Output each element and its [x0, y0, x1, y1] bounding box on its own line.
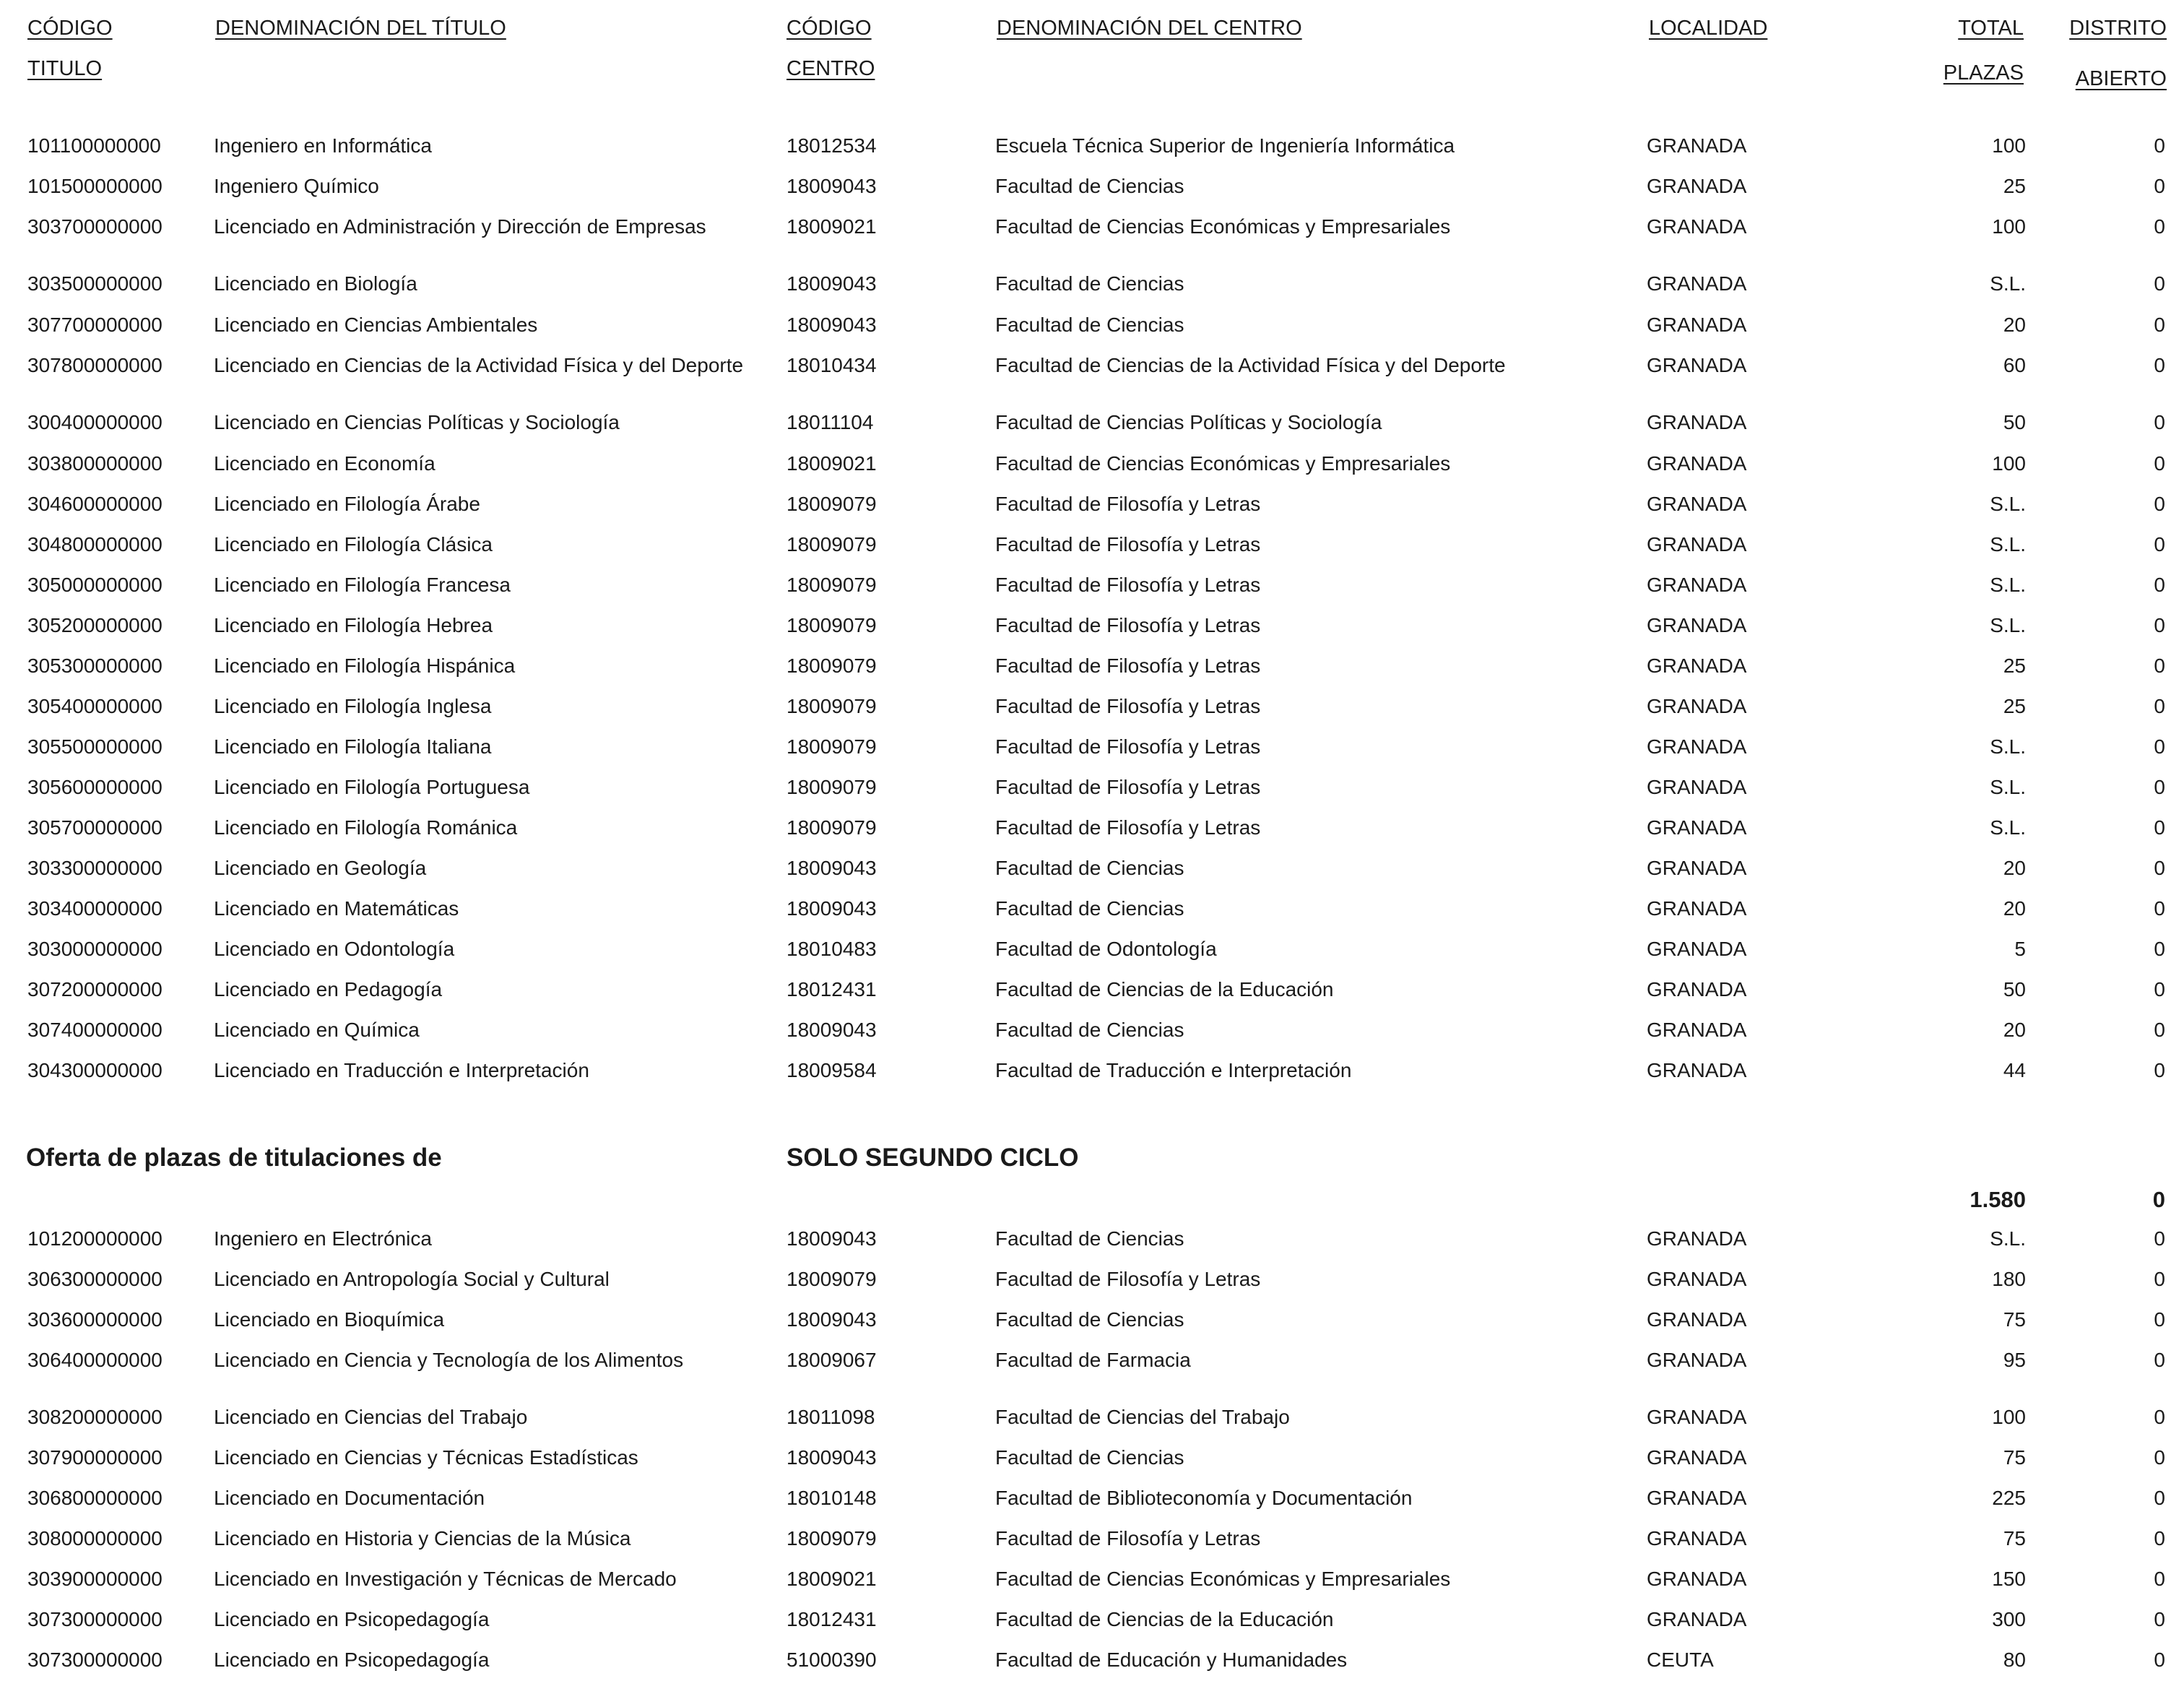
codigo-titulo-cell: 308000000000: [27, 1527, 162, 1550]
codigo-centro-cell: 18011098: [786, 1406, 875, 1428]
table-row: [0, 408, 2184, 437]
denominacion-titulo-cell: Licenciado en Ciencias Políticas y Sociología: [214, 411, 620, 433]
codigo-titulo-cell: 307200000000: [27, 978, 162, 1001]
denominacion-centro-cell: Facultad de Ciencias: [995, 272, 1184, 295]
distrito-abierto-cell: 0: [2154, 1349, 2165, 1371]
table-row: [0, 652, 2184, 680]
localidad-cell: GRANADA: [1647, 452, 1747, 475]
localidad-cell: GRANADA: [1647, 574, 1747, 596]
codigo-centro-cell: 18009043: [786, 1308, 877, 1331]
total-plazas-cell: S.L.: [1990, 816, 2026, 839]
total-plazas-cell: 150: [1992, 1568, 2026, 1590]
codigo-centro-cell: 18009079: [786, 816, 877, 839]
section-title-left: Oferta de plazas de titulaciones de: [26, 1144, 442, 1172]
denominacion-titulo-cell: Licenciado en Filología Hispánica: [214, 654, 516, 677]
localidad-cell: GRANADA: [1647, 1608, 1747, 1630]
codigo-centro-cell: 18009043: [786, 897, 877, 920]
distrito-abierto-cell: 0: [2154, 816, 2165, 839]
denominacion-titulo-cell: Licenciado en Ciencias de la Actividad Física y del Deporte: [214, 354, 744, 376]
table-row: [0, 490, 2184, 519]
distrito-abierto-cell: 0: [2154, 134, 2165, 157]
denominacion-titulo-cell: Licenciado en Odontología: [214, 938, 455, 960]
denominacion-titulo-cell: Licenciado en Filología Inglesa: [214, 695, 492, 717]
denominacion-titulo-cell: Licenciado en Filología Portuguesa: [214, 776, 530, 798]
codigo-titulo-cell: 308200000000: [27, 1406, 162, 1428]
total-plazas-cell: S.L.: [1990, 574, 2026, 596]
table-row: [0, 212, 2184, 241]
denominacion-centro-cell: Facultad de Ciencias de la Educación: [995, 1608, 1334, 1630]
total-plazas-cell: 75: [2003, 1308, 2026, 1331]
header-codigo-centro-line1: CÓDIGO: [786, 17, 872, 40]
denominacion-titulo-cell: Licenciado en Bioquímica: [214, 1308, 445, 1331]
codigo-titulo-cell: 307900000000: [27, 1446, 162, 1469]
codigo-centro-cell: 18011104: [786, 411, 874, 433]
denominacion-titulo-cell: Licenciado en Geología: [214, 857, 427, 879]
codigo-titulo-cell: 304300000000: [27, 1059, 162, 1081]
total-plazas-cell: 50: [2003, 978, 2026, 1001]
codigo-titulo-cell: 307300000000: [27, 1648, 162, 1671]
denominacion-centro-cell: Facultad de Farmacia: [995, 1349, 1191, 1371]
table-row: [0, 611, 2184, 640]
distrito-abierto-cell: 0: [2154, 654, 2165, 677]
denominacion-titulo-cell: Ingeniero Químico: [214, 175, 379, 197]
denominacion-centro-cell: Facultad de Ciencias del Trabajo: [995, 1406, 1290, 1428]
table-row: [0, 733, 2184, 761]
denominacion-centro-cell: Facultad de Ciencias: [995, 1227, 1184, 1250]
localidad-cell: GRANADA: [1647, 533, 1747, 556]
denominacion-titulo-cell: Licenciado en Química: [214, 1019, 420, 1041]
total-plazas-cell: 20: [2003, 1019, 2026, 1041]
denominacion-centro-cell: Facultad de Ciencias Políticas y Sociología: [995, 411, 1382, 433]
total-plazas-cell: 5: [2014, 938, 2026, 960]
table-row: [0, 1484, 2184, 1513]
denominacion-centro-cell: Facultad de Ciencias: [995, 1019, 1184, 1041]
codigo-titulo-cell: 303500000000: [27, 272, 162, 295]
codigo-centro-cell: 18009021: [786, 215, 877, 238]
denominacion-titulo-cell: Licenciado en Filología Clásica: [214, 533, 493, 556]
codigo-centro-cell: 18009067: [786, 1349, 877, 1371]
denominacion-centro-cell: Facultad de Filosofía y Letras: [995, 654, 1261, 677]
denominacion-centro-cell: Facultad de Ciencias: [995, 857, 1184, 879]
table-row: [0, 351, 2184, 380]
distrito-abierto-cell: 0: [2154, 614, 2165, 636]
codigo-centro-cell: 18009079: [786, 776, 877, 798]
distrito-abierto-cell: 0: [2154, 1446, 2165, 1469]
distrito-abierto-cell: 0: [2154, 1568, 2165, 1590]
table-row: [0, 1565, 2184, 1594]
header-codigo-titulo-line1: CÓDIGO: [27, 17, 113, 40]
table-row: [0, 571, 2184, 600]
header-total-line1: TOTAL: [1958, 17, 2024, 40]
header-distrito-line1: DISTRITO: [2069, 17, 2167, 40]
localidad-cell: CEUTA: [1647, 1648, 1714, 1671]
localidad-cell: GRANADA: [1647, 1487, 1747, 1509]
codigo-centro-cell: 18009043: [786, 857, 877, 879]
denominacion-titulo-cell: Licenciado en Ciencias Ambientales: [214, 314, 538, 336]
denominacion-titulo-cell: Licenciado en Ciencia y Tecnología de los Alimentos: [214, 1349, 684, 1371]
total-plazas-cell: 100: [1992, 1406, 2026, 1428]
localidad-cell: GRANADA: [1647, 1406, 1747, 1428]
denominacion-centro-cell: Facultad de Ciencias Económicas y Empresariales: [995, 452, 1451, 475]
table-row: [0, 1224, 2184, 1253]
header-denominacion-centro: DENOMINACIÓN DEL CENTRO: [997, 17, 1302, 40]
localidad-cell: GRANADA: [1647, 272, 1747, 295]
codigo-titulo-cell: 303400000000: [27, 897, 162, 920]
distrito-abierto-cell: 0: [2154, 1648, 2165, 1671]
denominacion-titulo-cell: Ingeniero en Informática: [214, 134, 432, 157]
codigo-centro-cell: 18009043: [786, 1446, 877, 1469]
codigo-titulo-cell: 303300000000: [27, 857, 162, 879]
total-distrito: 0: [2152, 1187, 2165, 1212]
codigo-titulo-cell: 303700000000: [27, 215, 162, 238]
distrito-abierto-cell: 0: [2154, 574, 2165, 596]
localidad-cell: GRANADA: [1647, 857, 1747, 879]
distrito-abierto-cell: 0: [2154, 533, 2165, 556]
header-abierto-line2: ABIERTO: [2075, 67, 2167, 90]
codigo-titulo-cell: 307300000000: [27, 1608, 162, 1630]
denominacion-centro-cell: Facultad de Filosofía y Letras: [995, 533, 1261, 556]
denominacion-centro-cell: Facultad de Ciencias Económicas y Empresariales: [995, 215, 1451, 238]
denominacion-centro-cell: Facultad de Filosofía y Letras: [995, 493, 1261, 515]
denominacion-centro-cell: Facultad de Filosofía y Letras: [995, 1527, 1261, 1550]
codigo-titulo-cell: 307700000000: [27, 314, 162, 336]
codigo-centro-cell: 18012431: [786, 978, 877, 1001]
localidad-cell: GRANADA: [1647, 1268, 1747, 1290]
total-plazas-cell: 25: [2003, 695, 2026, 717]
total-plazas-cell: S.L.: [1990, 533, 2026, 556]
codigo-centro-cell: 18009079: [786, 654, 877, 677]
localidad-cell: GRANADA: [1647, 776, 1747, 798]
distrito-abierto-cell: 0: [2154, 1527, 2165, 1550]
distrito-abierto-cell: 0: [2154, 354, 2165, 376]
codigo-centro-cell: 18009079: [786, 735, 877, 758]
table-row: [0, 269, 2184, 298]
total-plazas-cell: 180: [1992, 1268, 2026, 1290]
codigo-centro-cell: 18010148: [786, 1487, 877, 1509]
codigo-titulo-cell: 101500000000: [27, 175, 162, 197]
table-row: [0, 1346, 2184, 1375]
codigo-titulo-cell: 303600000000: [27, 1308, 162, 1331]
denominacion-centro-cell: Facultad de Ciencias: [995, 1446, 1184, 1469]
denominacion-titulo-cell: Licenciado en Ciencias y Técnicas Estadísticas: [214, 1446, 638, 1469]
header-codigo-titulo-line2: TITULO: [27, 57, 103, 80]
denominacion-titulo-cell: Licenciado en Filología Románica: [214, 816, 518, 839]
total-plazas-cell: 95: [2003, 1349, 2026, 1371]
denominacion-titulo-cell: Licenciado en Investigación y Técnicas de Mercado: [214, 1568, 677, 1590]
table-row: [0, 1524, 2184, 1553]
codigo-titulo-cell: 305500000000: [27, 735, 162, 758]
codigo-centro-cell: 18009021: [786, 1568, 877, 1590]
table-row: [0, 1646, 2184, 1674]
distrito-abierto-cell: 0: [2154, 452, 2165, 475]
localidad-cell: GRANADA: [1647, 1308, 1747, 1331]
codigo-centro-cell: 18012534: [786, 134, 877, 157]
denominacion-titulo-cell: Licenciado en Psicopedagogía: [214, 1608, 490, 1630]
total-plazas-cell: S.L.: [1990, 776, 2026, 798]
table-row: [0, 854, 2184, 883]
distrito-abierto-cell: 0: [2154, 1406, 2165, 1428]
localidad-cell: GRANADA: [1647, 1349, 1747, 1371]
denominacion-centro-cell: Facultad de Ciencias de la Actividad Física y del Deporte: [995, 354, 1506, 376]
denominacion-centro-cell: Facultad de Ciencias: [995, 314, 1184, 336]
denominacion-centro-cell: Escuela Técnica Superior de Ingeniería Informática: [995, 134, 1455, 157]
localidad-cell: GRANADA: [1647, 654, 1747, 677]
localidad-cell: GRANADA: [1647, 493, 1747, 515]
codigo-titulo-cell: 307400000000: [27, 1019, 162, 1041]
codigo-titulo-cell: 304600000000: [27, 493, 162, 515]
denominacion-centro-cell: Facultad de Odontología: [995, 938, 1217, 960]
codigo-titulo-cell: 303800000000: [27, 452, 162, 475]
localidad-cell: GRANADA: [1647, 978, 1747, 1001]
denominacion-centro-cell: Facultad de Filosofía y Letras: [995, 695, 1261, 717]
table-row: [0, 935, 2184, 964]
codigo-titulo-cell: 305300000000: [27, 654, 162, 677]
total-plazas-cell: 75: [2003, 1527, 2026, 1550]
header-denominacion-titulo: DENOMINACIÓN DEL TÍTULO: [215, 17, 506, 40]
localidad-cell: GRANADA: [1647, 1568, 1747, 1590]
denominacion-centro-cell: Facultad de Filosofía y Letras: [995, 574, 1261, 596]
codigo-centro-cell: 18009043: [786, 1227, 877, 1250]
codigo-titulo-cell: 306300000000: [27, 1268, 162, 1290]
distrito-abierto-cell: 0: [2154, 1019, 2165, 1041]
localidad-cell: GRANADA: [1647, 175, 1747, 197]
table-row: [0, 172, 2184, 201]
section-title-right: SOLO SEGUNDO CICLO: [786, 1144, 1079, 1172]
codigo-titulo-cell: 307800000000: [27, 354, 162, 376]
distrito-abierto-cell: 0: [2154, 897, 2165, 920]
denominacion-centro-cell: Facultad de Filosofía y Letras: [995, 614, 1261, 636]
distrito-abierto-cell: 0: [2154, 411, 2165, 433]
codigo-titulo-cell: 300400000000: [27, 411, 162, 433]
header-localidad: LOCALIDAD: [1649, 17, 1768, 40]
codigo-centro-cell: 18009043: [786, 175, 877, 197]
denominacion-titulo-cell: Licenciado en Historia y Ciencias de la Música: [214, 1527, 631, 1550]
denominacion-centro-cell: Facultad de Biblioteconomía y Documentación: [995, 1487, 1413, 1509]
total-plazas-cell: 75: [2003, 1446, 2026, 1469]
denominacion-centro-cell: Facultad de Educación y Humanidades: [995, 1648, 1348, 1671]
table-row: [0, 1056, 2184, 1085]
denominacion-centro-cell: Facultad de Ciencias: [995, 1308, 1184, 1331]
localidad-cell: GRANADA: [1647, 816, 1747, 839]
table-row: [0, 311, 2184, 340]
distrito-abierto-cell: 0: [2154, 175, 2165, 197]
distrito-abierto-cell: 0: [2154, 1308, 2165, 1331]
denominacion-centro-cell: Facultad de Filosofía y Letras: [995, 1268, 1261, 1290]
denominacion-titulo-cell: Ingeniero en Electrónica: [214, 1227, 432, 1250]
localidad-cell: GRANADA: [1647, 354, 1747, 376]
codigo-centro-cell: 18009079: [786, 493, 877, 515]
localidad-cell: GRANADA: [1647, 215, 1747, 238]
localidad-cell: GRANADA: [1647, 695, 1747, 717]
codigo-centro-cell: 18009079: [786, 614, 877, 636]
total-plazas-cell: 80: [2003, 1648, 2026, 1671]
total-plazas-cell: S.L.: [1990, 735, 2026, 758]
total-plazas-cell: 20: [2003, 314, 2026, 336]
codigo-titulo-cell: 304800000000: [27, 533, 162, 556]
denominacion-titulo-cell: Licenciado en Filología Hebrea: [214, 614, 493, 636]
distrito-abierto-cell: 0: [2154, 776, 2165, 798]
distrito-abierto-cell: 0: [2154, 735, 2165, 758]
table-row: [0, 1443, 2184, 1472]
codigo-centro-cell: 18009043: [786, 1019, 877, 1041]
denominacion-titulo-cell: Licenciado en Economía: [214, 452, 436, 475]
codigo-centro-cell: 51000390: [786, 1648, 877, 1671]
denominacion-titulo-cell: Licenciado en Traducción e Interpretación: [214, 1059, 589, 1081]
total-plazas-cell: 60: [2003, 354, 2026, 376]
localidad-cell: GRANADA: [1647, 938, 1747, 960]
localidad-cell: GRANADA: [1647, 897, 1747, 920]
table-row: [0, 1265, 2184, 1294]
denominacion-centro-cell: Facultad de Ciencias: [995, 175, 1184, 197]
distrito-abierto-cell: 0: [2154, 493, 2165, 515]
codigo-titulo-cell: 303000000000: [27, 938, 162, 960]
denominacion-centro-cell: Facultad de Filosofía y Letras: [995, 735, 1261, 758]
distrito-abierto-cell: 0: [2154, 695, 2165, 717]
codigo-titulo-cell: 305400000000: [27, 695, 162, 717]
denominacion-centro-cell: Facultad de Ciencias Económicas y Empresariales: [995, 1568, 1451, 1590]
total-plazas-cell: 300: [1992, 1608, 2026, 1630]
distrito-abierto-cell: 0: [2154, 1227, 2165, 1250]
denominacion-titulo-cell: Licenciado en Documentación: [214, 1487, 485, 1509]
localidad-cell: GRANADA: [1647, 1527, 1747, 1550]
localidad-cell: GRANADA: [1647, 1446, 1747, 1469]
table-row: [0, 894, 2184, 923]
distrito-abierto-cell: 0: [2154, 1608, 2165, 1630]
total-plazas-cell: 50: [2003, 411, 2026, 433]
codigo-titulo-cell: 305600000000: [27, 776, 162, 798]
table-row: [0, 773, 2184, 802]
denominacion-titulo-cell: Licenciado en Matemáticas: [214, 897, 459, 920]
codigo-titulo-cell: 305200000000: [27, 614, 162, 636]
total-plazas-cell: S.L.: [1990, 614, 2026, 636]
table-row: [0, 813, 2184, 842]
total-plazas-cell: S.L.: [1990, 272, 2026, 295]
localidad-cell: GRANADA: [1647, 411, 1747, 433]
total-plazas-cell: S.L.: [1990, 493, 2026, 515]
total-plazas-cell: 100: [1992, 215, 2026, 238]
localidad-cell: GRANADA: [1647, 614, 1747, 636]
codigo-centro-cell: 18009079: [786, 1527, 877, 1550]
total-plazas-cell: 100: [1992, 134, 2026, 157]
localidad-cell: GRANADA: [1647, 735, 1747, 758]
denominacion-titulo-cell: Licenciado en Pedagogía: [214, 978, 443, 1001]
denominacion-titulo-cell: Licenciado en Ciencias del Trabajo: [214, 1406, 528, 1428]
localidad-cell: GRANADA: [1647, 134, 1747, 157]
distrito-abierto-cell: 0: [2154, 857, 2165, 879]
header-codigo-centro-line2: CENTRO: [786, 57, 875, 80]
denominacion-titulo-cell: Licenciado en Antropología Social y Cultural: [214, 1268, 610, 1290]
distrito-abierto-cell: 0: [2154, 1268, 2165, 1290]
codigo-titulo-cell: 303900000000: [27, 1568, 162, 1590]
codigo-centro-cell: 18009584: [786, 1059, 877, 1081]
total-plazas-cell: 25: [2003, 654, 2026, 677]
table-row: [0, 1016, 2184, 1045]
codigo-centro-cell: 18009079: [786, 533, 877, 556]
distrito-abierto-cell: 0: [2154, 1487, 2165, 1509]
denominacion-centro-cell: Facultad de Ciencias de la Educación: [995, 978, 1334, 1001]
denominacion-titulo-cell: Licenciado en Administración y Dirección de Empresas: [214, 215, 706, 238]
codigo-centro-cell: 18012431: [786, 1608, 877, 1630]
denominacion-centro-cell: Facultad de Filosofía y Letras: [995, 816, 1261, 839]
codigo-centro-cell: 18009079: [786, 1268, 877, 1290]
total-plazas: 1.580: [1970, 1187, 2026, 1212]
codigo-centro-cell: 18009043: [786, 272, 877, 295]
distrito-abierto-cell: 0: [2154, 314, 2165, 336]
codigo-centro-cell: 18009043: [786, 314, 877, 336]
distrito-abierto-cell: 0: [2154, 978, 2165, 1001]
table-row: [0, 975, 2184, 1004]
distrito-abierto-cell: 0: [2154, 938, 2165, 960]
table-row: [0, 1305, 2184, 1334]
codigo-centro-cell: 18009079: [786, 574, 877, 596]
distrito-abierto-cell: 0: [2154, 272, 2165, 295]
total-plazas-cell: S.L.: [1990, 1227, 2026, 1250]
denominacion-centro-cell: Facultad de Filosofía y Letras: [995, 776, 1261, 798]
denominacion-centro-cell: Facultad de Ciencias: [995, 897, 1184, 920]
header-plazas-line2: PLAZAS: [1943, 61, 2024, 85]
denominacion-centro-cell: Facultad de Traducción e Interpretación: [995, 1059, 1352, 1081]
table-row: [0, 1605, 2184, 1634]
denominacion-titulo-cell: Licenciado en Psicopedagogía: [214, 1648, 490, 1671]
table-row: [0, 449, 2184, 478]
total-plazas-cell: 225: [1992, 1487, 2026, 1509]
distrito-abierto-cell: 0: [2154, 215, 2165, 238]
codigo-centro-cell: 18010434: [786, 354, 877, 376]
localidad-cell: GRANADA: [1647, 1059, 1747, 1081]
codigo-titulo-cell: 305700000000: [27, 816, 162, 839]
table-row: [0, 1403, 2184, 1432]
table-row: [0, 692, 2184, 721]
codigo-titulo-cell: 306800000000: [27, 1487, 162, 1509]
localidad-cell: GRANADA: [1647, 314, 1747, 336]
total-plazas-cell: 44: [2003, 1059, 2026, 1081]
denominacion-titulo-cell: Licenciado en Filología Francesa: [214, 574, 511, 596]
codigo-centro-cell: 18009079: [786, 695, 877, 717]
codigo-titulo-cell: 305000000000: [27, 574, 162, 596]
denominacion-titulo-cell: Licenciado en Filología Árabe: [214, 493, 480, 515]
table-row: [0, 131, 2184, 160]
codigo-titulo-cell: 306400000000: [27, 1349, 162, 1371]
total-plazas-cell: 20: [2003, 897, 2026, 920]
denominacion-titulo-cell: Licenciado en Biología: [214, 272, 417, 295]
total-plazas-cell: 20: [2003, 857, 2026, 879]
codigo-titulo-cell: 101200000000: [27, 1227, 162, 1250]
codigo-titulo-cell: 101100000000: [27, 134, 161, 157]
codigo-centro-cell: 18009021: [786, 452, 877, 475]
total-plazas-cell: 25: [2003, 175, 2026, 197]
distrito-abierto-cell: 0: [2154, 1059, 2165, 1081]
denominacion-titulo-cell: Licenciado en Filología Italiana: [214, 735, 492, 758]
codigo-centro-cell: 18010483: [786, 938, 877, 960]
localidad-cell: GRANADA: [1647, 1019, 1747, 1041]
total-plazas-cell: 100: [1992, 452, 2026, 475]
table-row: [0, 530, 2184, 559]
localidad-cell: GRANADA: [1647, 1227, 1747, 1250]
